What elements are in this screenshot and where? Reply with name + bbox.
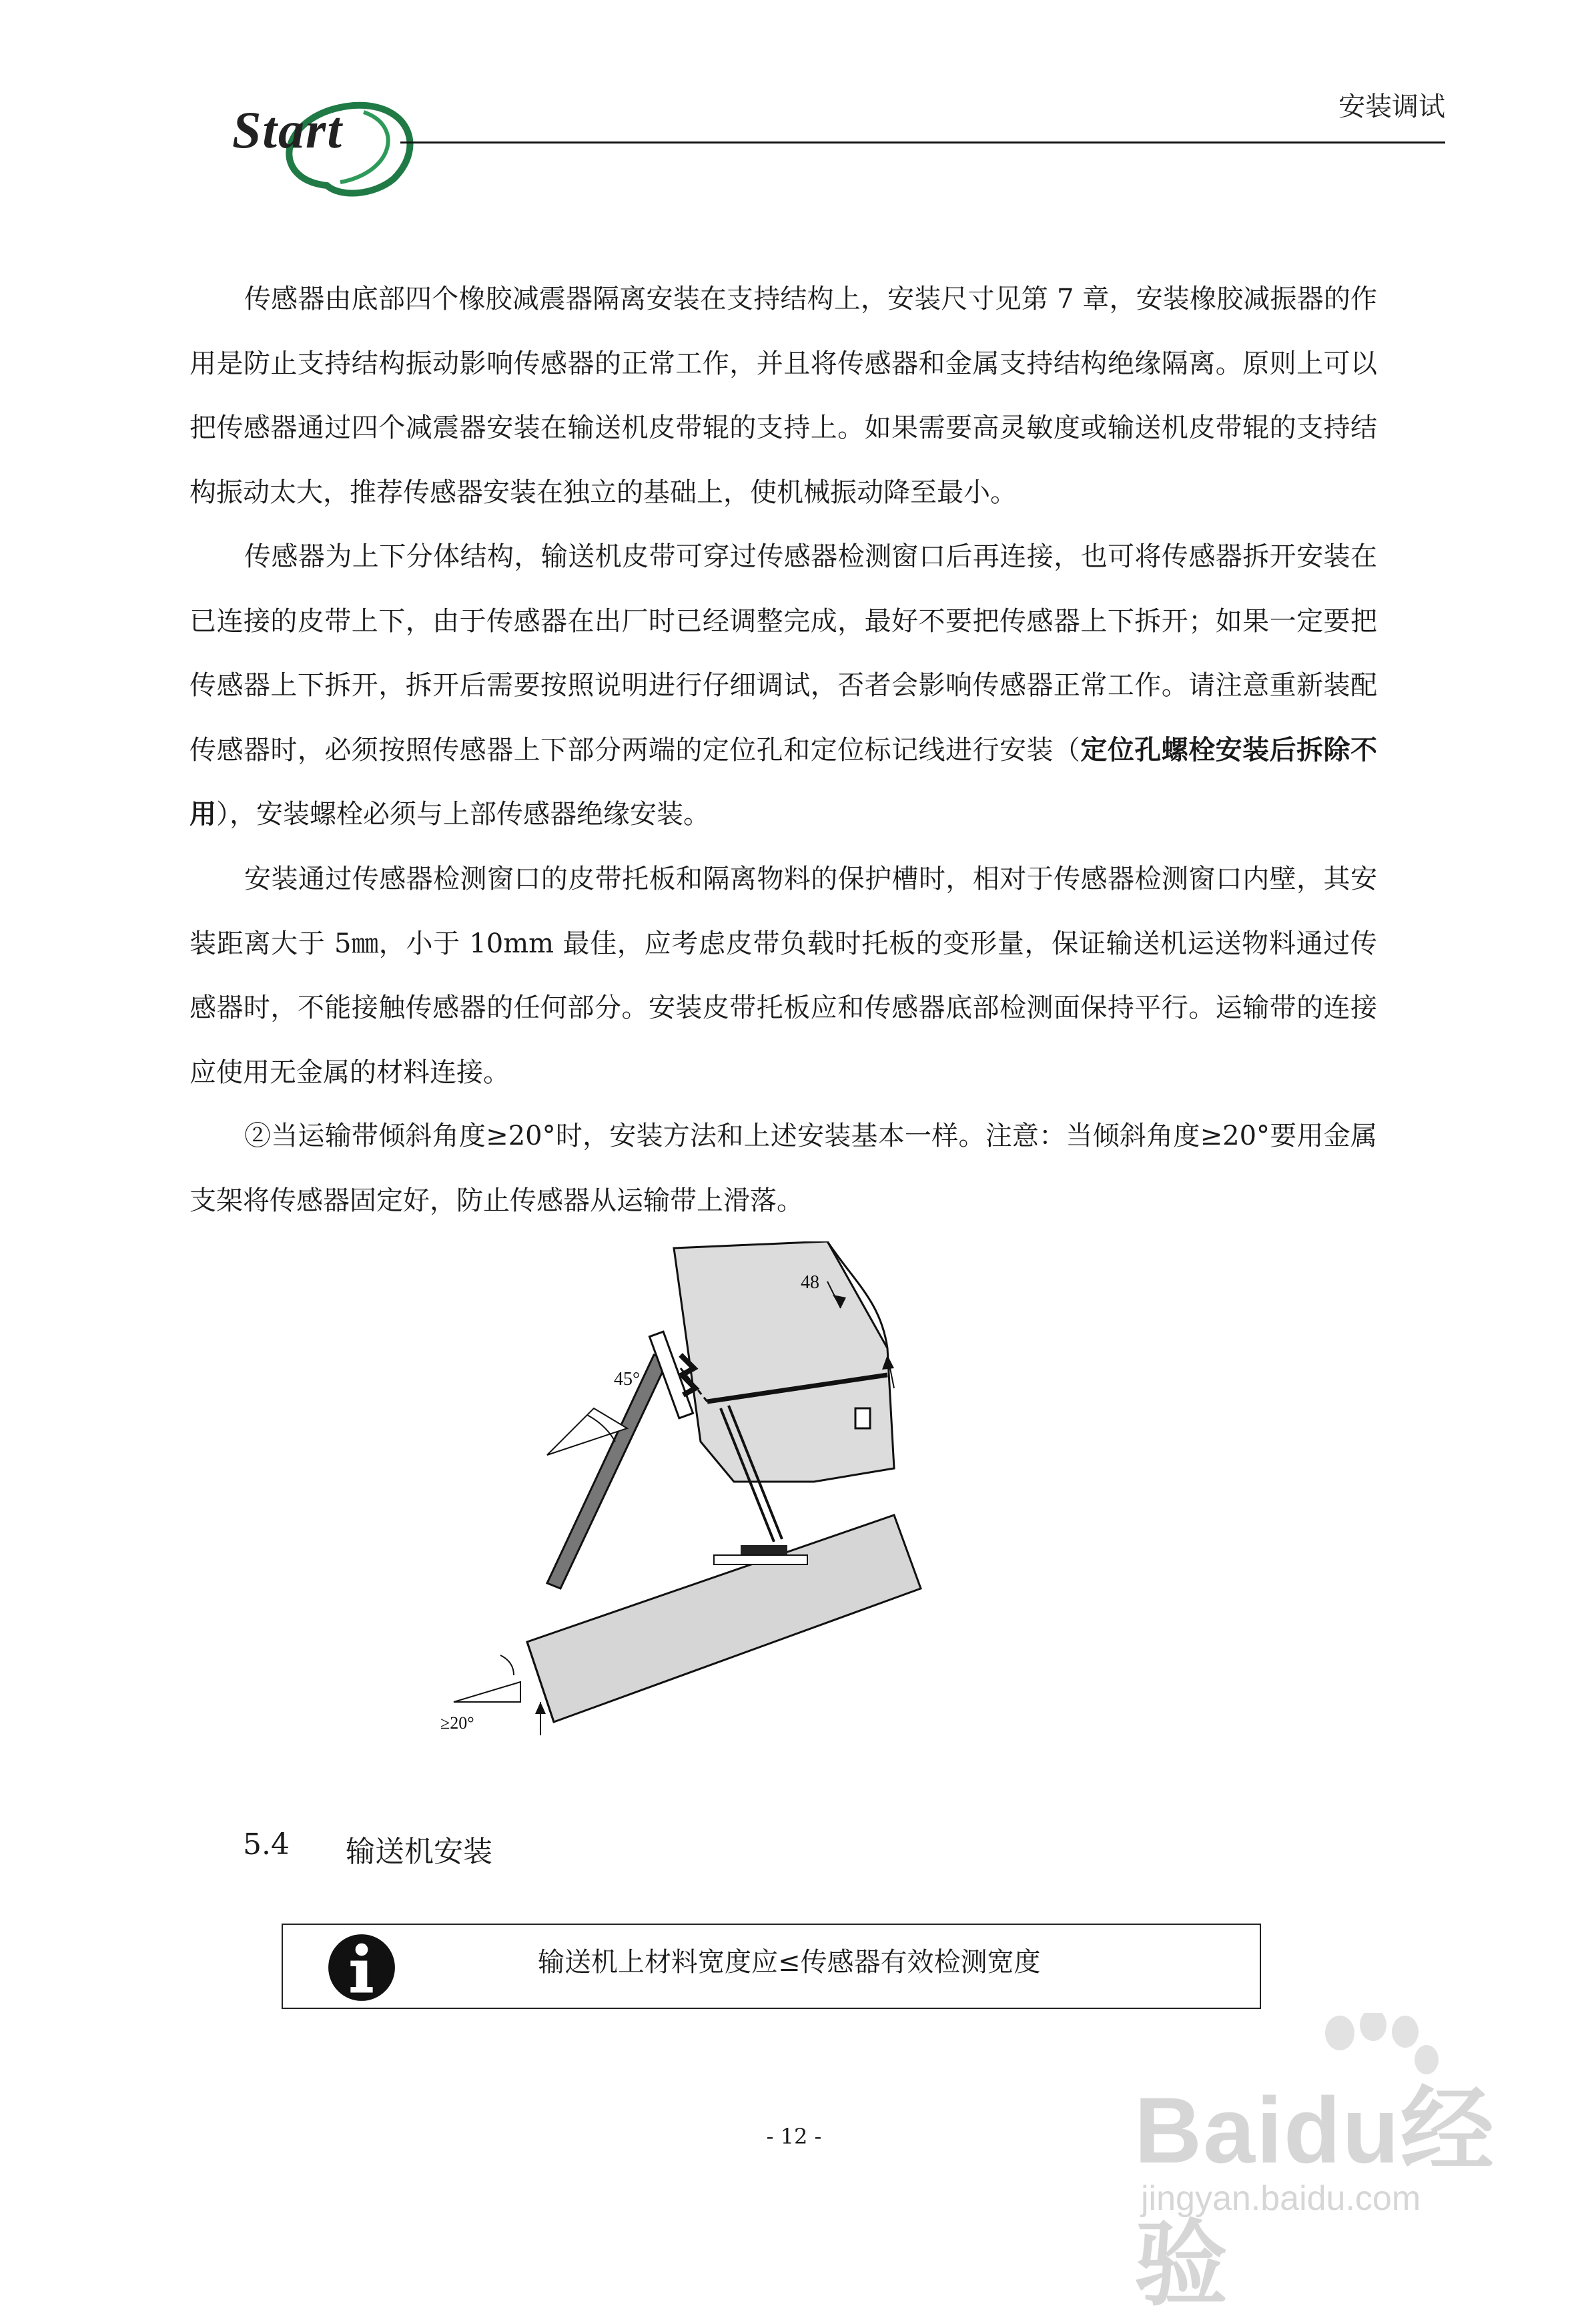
section-title: 输送机安装 [346, 1835, 492, 1869]
incline-label: ≥20° [440, 1713, 474, 1733]
paragraph-2 [189, 525, 1377, 847]
header-rule [400, 141, 1445, 143]
info-icon [327, 1933, 396, 2002]
page-number: - 12 - [766, 2124, 822, 2149]
note-text: 输送机上材料宽度应≤传感器有效检测宽度 [538, 1947, 1041, 1978]
inclined-installation-diagram [427, 1241, 934, 1749]
latch [855, 1408, 870, 1428]
paragraph-4: ②当运输带倾斜角度≥20°时，安装方法和上述安装基本一样。注意：当倾斜角度≥20°要用金属支架将传感器固定好，防止传感器从运输带上滑落。 [189, 1121, 1377, 1216]
bracket-arm [547, 1355, 669, 1588]
section-number: 5.4 [243, 1827, 290, 1861]
sensor-body [674, 1241, 894, 1482]
paragraph-1: 传感器由底部四个橡胶减震器隔离安装在支持结构上，安装尺寸见第 7 章，安装橡胶减振器的作用是防止支持结构振动影响传感器的正常工作，并且将传感器和金属支持结构绝缘隔离。原则上可以把传感器通过四个减震器安装在输送机皮带辊的支持上。如果需要高灵敏度或输送机皮带辊的支持结构振动太大，推荐传感器安装在独立的基础上，使机械振动降至最小。 [189, 284, 1377, 508]
watermark-url: jingyan.baidu.com [1141, 2179, 1421, 2218]
dimension-label: 48 [801, 1272, 819, 1293]
paragraph-2-main: 传感器为上下分体结构，输送机皮带可穿过传感器检测窗口后再连接，也可将传感器拆开安装在已连接的皮带上下，由于传感器在出厂时已经调整完成，最好不要把传感器上下拆开；如果一定要把传感器上下拆开，拆开后需要按照说明进行仔细调试，否者会影响传感器正常工作。请注意重新装配传感器时，必须按照传感器上下部分两端的定位孔和定位标记线进行安装（ [189, 541, 1377, 766]
paragraph-2-tail: ），安装螺栓必须与上部传感器绝缘安装。 [216, 799, 710, 830]
conveyor-belt [527, 1515, 921, 1722]
watermark-brand: Baidu经验 [1134, 2078, 1495, 2317]
paragraph-3: 安装通过传感器检测窗口的皮带托板和隔离物料的保护槽时，相对于传感器检测窗口内壁，其安装距离大于 5㎜，小于 10mm 最佳，应考虑皮带负载时托板的变形量，保证输送机运送物料通过传感器时，不能接触传感器的任何部分。安装皮带托板应和传感器底部检测面保持平行。运输带的连接应使用无金属的材料连接。 [189, 864, 1377, 1088]
start-logo-text: Start [232, 101, 344, 159]
angle-label: 45° [614, 1369, 641, 1390]
rubber-foot [741, 1545, 787, 1556]
paragraph-2-bold: 定位孔螺栓安装后拆除不用 [189, 734, 1378, 830]
header-title: 安装调试 [1338, 91, 1445, 122]
